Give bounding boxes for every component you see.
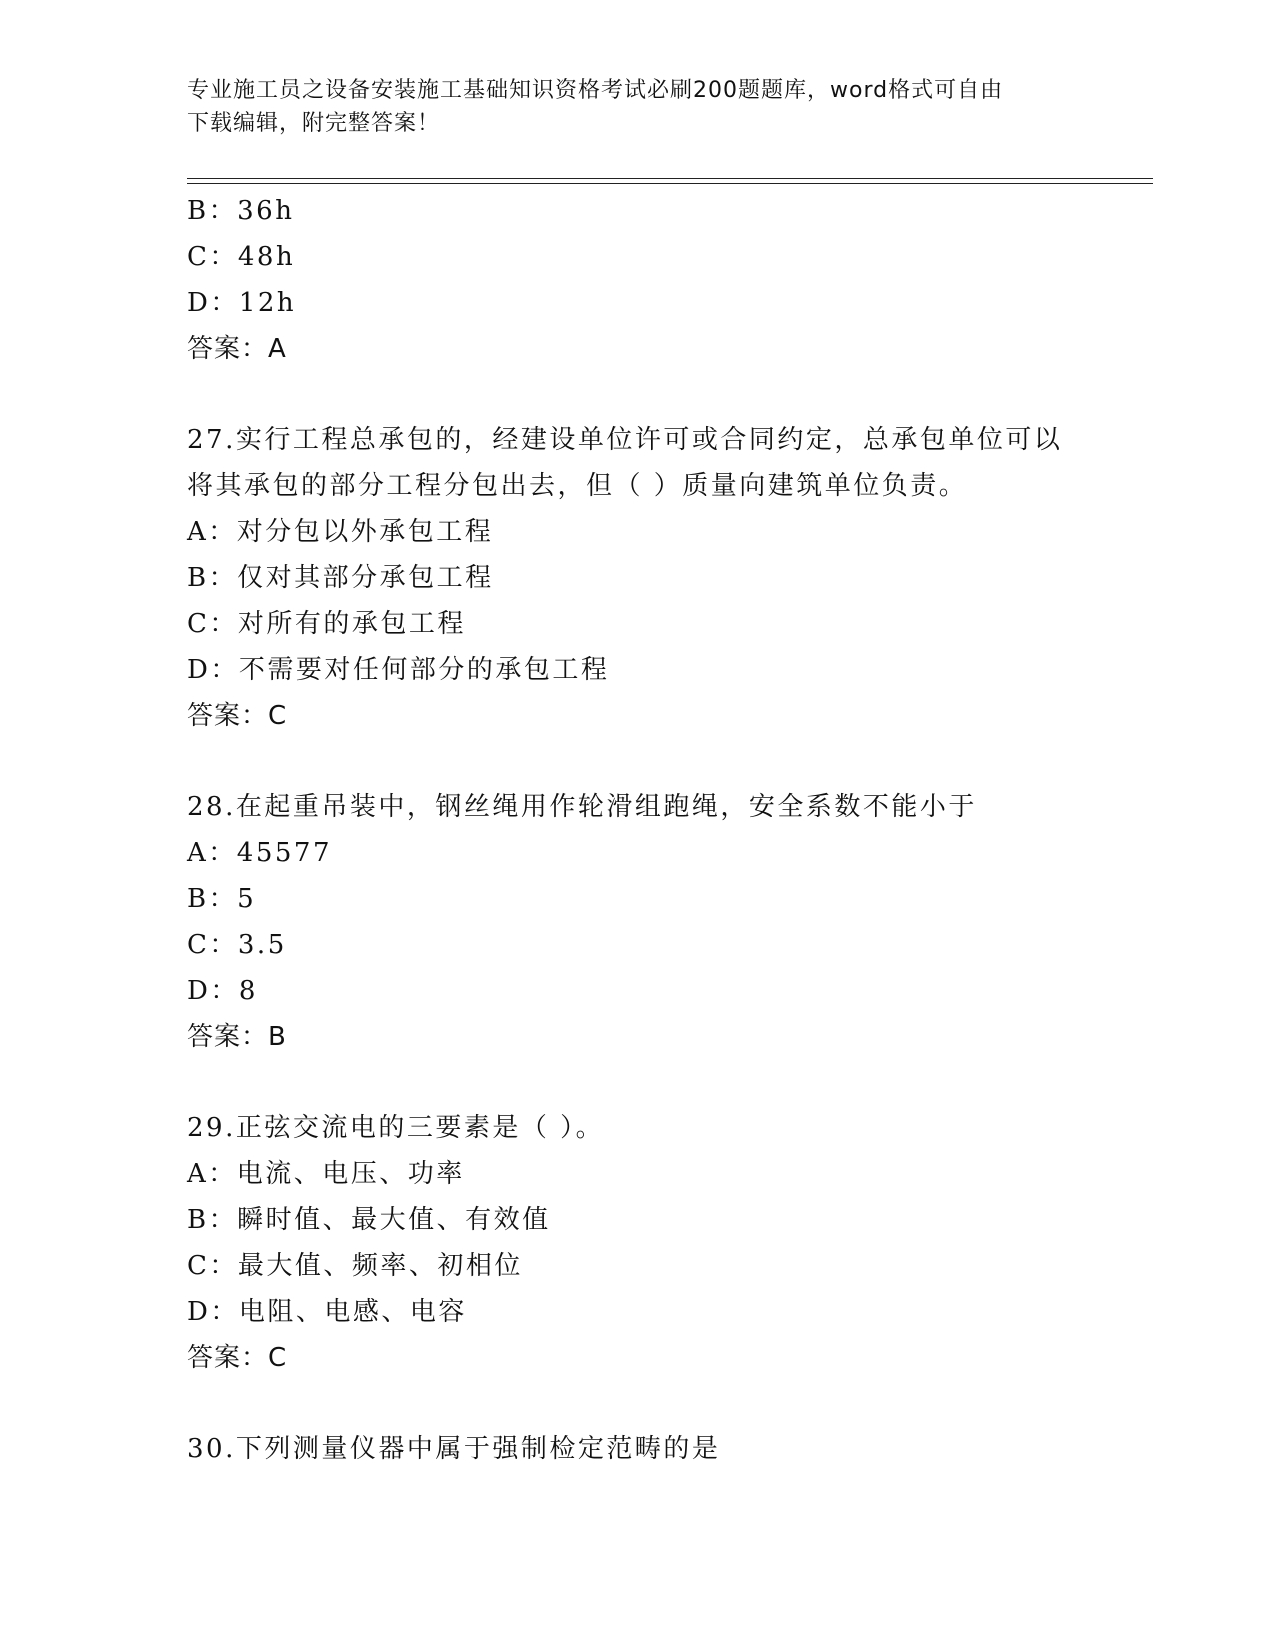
answer-line: 答案：C [187,701,288,731]
option-d: D：8 [187,976,258,1006]
option-d: D：12h [187,288,297,318]
header-line-2: 下载编辑，附完整答案！ [187,111,441,136]
question-block-30 [187,1426,1153,1472]
question-block-27 [187,417,1153,739]
option-c: C：3.5 [187,930,287,960]
option-b: B：仅对其部分承包工程 [187,563,494,593]
option-a: A：45577 [187,838,332,868]
question-text-line: 27.实行工程总承包的，经建设单位许可或合同约定，总承包单位可以 [187,425,1063,455]
spacer [187,1381,1153,1426]
question-text-line: 将其承包的部分工程分包出去，但（ ）质量向建筑单位负责。 [187,471,968,501]
option-a: A：电流、电压、功率 [187,1159,465,1189]
question-block-prev [187,188,1153,372]
spacer [187,1060,1153,1105]
question-list [187,188,1153,1472]
option-b: B：瞬时值、最大值、有效值 [187,1205,551,1235]
question-block-29 [187,1105,1153,1381]
answer-line: 答案：B [187,1022,287,1052]
document-header [187,74,1087,140]
header-line-1: 专业施工员之设备安装施工基础知识资格考试必刷200题题库，word格式可自由 [187,78,1004,103]
answer-line: 答案：C [187,1343,288,1373]
answer-line: 答案：A [187,334,287,364]
option-b: B：5 [187,884,257,914]
question-block-28 [187,784,1153,1060]
option-c: C：最大值、频率、初相位 [187,1251,523,1281]
question-text-line: 30.下列测量仪器中属于强制检定范畴的是 [187,1434,721,1464]
option-a: A：对分包以外承包工程 [187,517,494,547]
option-d: D：不需要对任何部分的承包工程 [187,655,610,685]
option-c: C：对所有的承包工程 [187,609,466,639]
option-b: B：36h [187,196,295,226]
question-text-line: 28.在起重吊装中，钢丝绳用作轮滑组跑绳，安全系数不能小于 [187,792,977,822]
spacer [187,372,1153,417]
header-divider-top [187,178,1153,179]
option-c: C：48h [187,242,296,272]
header-divider-bottom [187,183,1153,184]
question-text-line: 29.正弦交流电的三要素是（ ）。 [187,1113,605,1143]
option-d: D：电阻、电感、电容 [187,1297,467,1327]
spacer [187,739,1153,784]
